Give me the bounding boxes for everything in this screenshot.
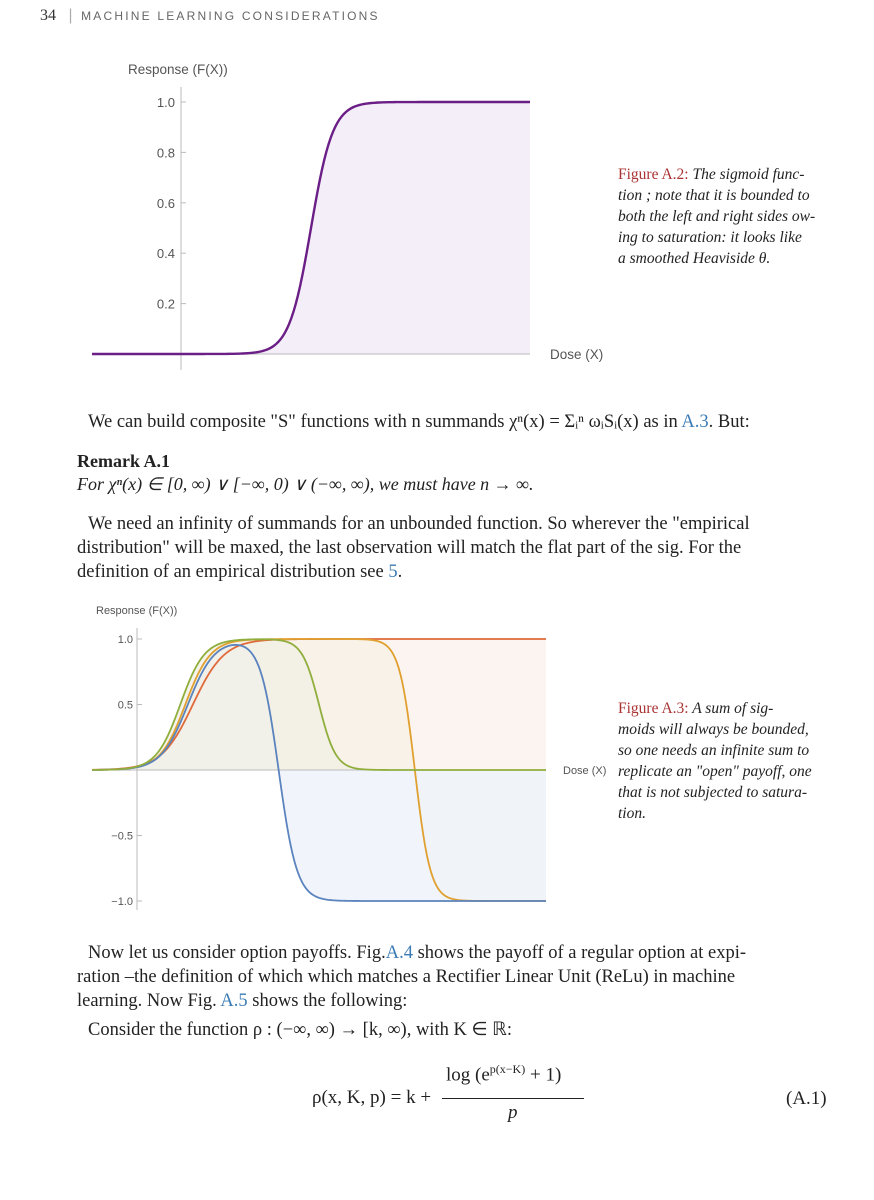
- paragraph-2-line-3-wrap: [77, 560, 837, 584]
- paragraph-3-line-3: learning. Now Fig.: [77, 991, 217, 1011]
- y-tick-label: 1.0: [156, 95, 175, 110]
- paragraph-1: [88, 410, 750, 434]
- y-tick-label: 0.5: [117, 699, 133, 712]
- figure-a3-caption: [618, 698, 833, 824]
- equation-numerator-head: log (e: [446, 1064, 490, 1086]
- equation-denominator: p: [508, 1102, 518, 1123]
- ref-a3-link[interactable]: A.3: [681, 412, 709, 432]
- paragraph-3-line-2: ration –the definition of which which matches a Rectifier Linear Unit (ReLu) in machine: [77, 967, 736, 987]
- equation-exponent: p(x−K): [489, 1062, 526, 1076]
- paragraph-3-line-1-wrap: [77, 941, 837, 965]
- page-number: 34: [40, 7, 56, 24]
- paragraph-3-line-1: Now let us consider option payoffs. Fig.: [88, 943, 386, 963]
- equation-numerator: [446, 1062, 561, 1086]
- figure-a3-caption-line-5: that is not subjected to satura-: [618, 784, 808, 801]
- fraction-bar: [442, 1098, 584, 1099]
- figure-a2-caption-line-3: both the left and right sides ow-: [618, 208, 816, 225]
- paragraph-2-line-2: distribution" will be maxed, the last observation will match the flat part of the sig. For the: [77, 538, 742, 558]
- y-tick-label: 0.6: [156, 195, 175, 211]
- remark-title: Remark A.1: [77, 451, 170, 471]
- equation-a1: [312, 1062, 612, 1132]
- running-title: MACHINE LEARNING CONSIDERATIONS: [81, 9, 380, 23]
- paragraph-2-line-1: We need an infinity of summands for an unbounded function. So wherever the "empirical: [88, 514, 750, 534]
- x-axis-label: Dose (X): [563, 765, 607, 777]
- y-tick-label: −1.0: [111, 896, 133, 908]
- equation-numerator-tail: + 1): [525, 1064, 562, 1086]
- y-tick-label: 0.4: [156, 246, 175, 262]
- paragraph-2: [77, 512, 837, 584]
- figure-a2-label: Figure A.2:: [618, 166, 689, 183]
- y-tick-label: 0.2: [156, 296, 175, 312]
- figure-a3-caption-line-3: so one needs an infinite sum to: [618, 742, 810, 759]
- paragraph-4: Consider the function ρ : (−∞, ∞) → [k, ∞), with K ∈ ℝ:: [88, 1020, 512, 1040]
- y-tick-label: 0.8: [156, 145, 175, 161]
- y-tick-label: 1.0: [117, 634, 133, 646]
- figure-a2-chart: [80, 55, 620, 375]
- paragraph-2-after: .: [397, 562, 403, 582]
- figure-a2-caption-line-2: tion ; note that it is bounded to: [618, 187, 810, 204]
- y-axis-label: Response (F(X)): [128, 62, 228, 77]
- ref-a4-link[interactable]: A.4: [385, 943, 413, 963]
- paragraph-1-after: . But:: [708, 412, 750, 432]
- paragraph-3: [77, 941, 837, 1013]
- ref-5-link[interactable]: 5: [388, 562, 398, 582]
- figure-a3-chart: [80, 600, 620, 915]
- area-fill: [181, 102, 530, 354]
- x-axis-label: Dose (X): [550, 347, 604, 362]
- remark-body: For χⁿ(x) ∈ [0, ∞) ∨ [−∞, 0) ∨ (−∞, ∞), we must have n → ∞.: [77, 474, 534, 494]
- equation-lhs: ρ(x, K, p) = k +: [312, 1087, 432, 1108]
- figure-a2-caption: [618, 164, 833, 269]
- figure-a2-caption-line-1: The sigmoid func-: [692, 166, 805, 183]
- paragraph-3-line-1b: shows the payoff of a regular option at expi-: [417, 943, 747, 963]
- page-header: [40, 6, 380, 25]
- figure-a2-caption-line-5: a smoothed Heaviside θ.: [618, 250, 771, 267]
- figure-a2-caption-line-4: ing to saturation: it looks like: [618, 229, 802, 246]
- figure-a3-caption-line-1: A sum of sig-: [692, 700, 774, 717]
- paragraph-3-line-3-wrap: [77, 989, 837, 1013]
- paragraph-1-text: We can build composite "S" functions with n summands χⁿ(x) = Σᵢⁿ ωᵢSᵢ(x) as in: [88, 412, 678, 432]
- y-tick-label: −0.5: [111, 830, 133, 843]
- header-separator: |: [68, 6, 74, 24]
- paragraph-2-line-3: definition of an empirical distribution see: [77, 562, 384, 582]
- figure-a3-caption-line-4: replicate an "open" payoff, one: [618, 763, 812, 780]
- paragraph-3-line-3b: shows the following:: [252, 991, 408, 1011]
- figure-a3-label: Figure A.3:: [618, 700, 689, 717]
- equation-number: (A.1): [786, 1088, 827, 1109]
- ref-a5-link[interactable]: A.5: [220, 991, 248, 1011]
- figure-a3-caption-line-2: moids will always be bounded,: [618, 721, 809, 738]
- figure-a3-caption-line-6: tion.: [618, 805, 646, 822]
- y-axis-label: Response (F(X)): [96, 605, 178, 617]
